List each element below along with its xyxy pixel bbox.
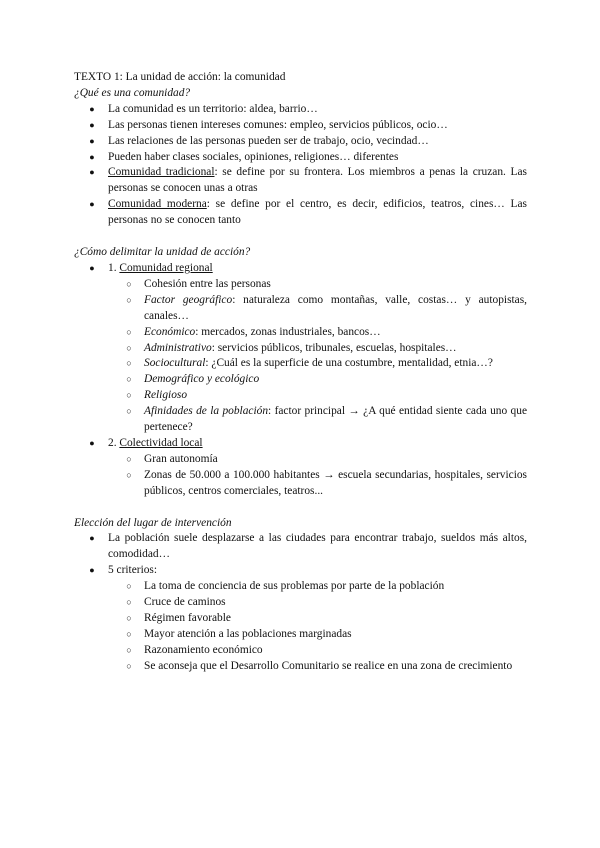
document-page — [74, 70, 527, 675]
bullet-icon: ● — [89, 167, 95, 178]
sub-list-item: ○ Sociocultural: ¿Cuál es la superficie de una costumbre, mentalidad, etnia…? — [74, 356, 527, 372]
circle-bullet-icon: ○ — [126, 644, 132, 655]
list-item-colectividad-local: ● 2. Colectividad local — [74, 436, 527, 452]
sub-list-item: ○ Demográfico y ecológico — [74, 372, 527, 388]
circle-bullet-icon: ○ — [126, 326, 132, 337]
bullet-icon: ● — [89, 199, 95, 210]
document-title: TEXTO 1: La unidad de acción: la comunidad — [74, 71, 286, 83]
sub-list-item: ○ Administrativo: servicios públicos, tribunales, escuelas, hospitales… — [74, 341, 527, 357]
circle-bullet-icon: ○ — [126, 660, 132, 671]
term-comunidad-tradicional: Comunidad tradicional — [108, 166, 215, 179]
section2-list — [74, 261, 527, 500]
circle-bullet-icon: ○ — [126, 613, 132, 623]
section-heading-que-es: ¿Qué es una comunidad? — [74, 86, 191, 99]
section1-list — [74, 102, 527, 229]
circle-bullet-icon: ○ — [126, 342, 132, 353]
bullet-icon: ● — [89, 119, 95, 130]
circle-bullet-icon: ○ — [126, 358, 132, 369]
sub-list-item: ○ Factor geográfico: naturaleza como montañas, valle, costas… y autopistas, canales… — [74, 293, 527, 325]
section-heading-eleccion: Elección del lugar de intervención — [74, 516, 232, 529]
circle-bullet-icon: ○ — [126, 581, 132, 592]
sub-list-item: ○ Afinidades de la población: factor principal → ¿A qué entidad siente cada uno que pertenece? — [74, 404, 527, 436]
list-item: ● Las relaciones de las personas pueden ser de trabajo, ocio, vecindad… — [74, 134, 527, 150]
bullet-icon: ● — [89, 437, 95, 448]
circle-bullet-icon: ○ — [126, 628, 132, 639]
circle-bullet-icon: ○ — [126, 390, 132, 401]
circle-bullet-icon: ○ — [126, 406, 132, 417]
sub-list-item: ○ Religioso — [74, 388, 527, 404]
list-item: ● Comunidad tradicional: se define por su frontera. Los miembros a penas la cruzan. Las personas se conocen unas a otras — [74, 165, 527, 197]
bullet-icon: ● — [89, 103, 95, 114]
list-item: ● 5 criterios: — [74, 563, 527, 579]
sub-list-item: ○ Gran autonomía — [74, 452, 527, 468]
sub-list-item: ○ Mayor atención a las poblaciones marginadas — [74, 627, 527, 643]
sub-list-item: ○ Cohesión entre las personas — [74, 277, 527, 293]
circle-bullet-icon: ○ — [126, 278, 132, 289]
section-heading-como-delimitar: ¿Cómo delimitar la unidad de acción? — [74, 246, 251, 259]
bullet-icon: ● — [89, 262, 95, 273]
list-item-comunidad-regional: ● 1. Comunidad regional — [74, 261, 527, 277]
sub-list-item: ○ Cruce de caminos — [74, 595, 527, 611]
sub-list-item: ○ Régimen favorable — [74, 611, 527, 627]
sub-list-item: ○ Se aconseja que el Desarrollo Comunitario se realice en una zona de crecimiento — [74, 659, 527, 675]
sub-list-item: ○ Razonamiento económico — [74, 643, 527, 659]
sub-list-item: ○ La toma de conciencia de sus problemas por parte de la población — [74, 579, 527, 595]
bullet-icon: ● — [89, 565, 95, 576]
section3-list — [74, 531, 527, 674]
circle-bullet-icon: ○ — [126, 469, 132, 480]
term-comunidad-moderna: Comunidad moderna — [108, 198, 207, 211]
circle-bullet-icon: ○ — [126, 294, 132, 305]
list-item: ● La comunidad es un territorio: aldea, barrio… — [74, 102, 527, 118]
list-item: ● Comunidad moderna: se define por el centro, es decir, edificios, teatros, cines… Las personas no se conocen tanto — [74, 197, 527, 229]
list-item: ● Pueden haber clases sociales, opiniones, religiones… diferentes — [74, 150, 527, 166]
circle-bullet-icon: ○ — [126, 374, 132, 385]
list-item: ● La población suele desplazarse a las ciudades para encontrar trabajo, sueldos más altos, comodidad… — [74, 531, 527, 563]
list-item: ● Las personas tienen intereses comunes: empleo, servicios públicos, ocio… — [74, 118, 527, 134]
circle-bullet-icon: ○ — [126, 453, 132, 464]
sub-list-item: ○ Económico: mercados, zonas industriales, bancos… — [74, 325, 527, 341]
spacer — [74, 500, 527, 516]
spacer — [74, 229, 527, 245]
bullet-icon: ● — [89, 135, 95, 146]
bullet-icon: ● — [89, 151, 95, 162]
circle-bullet-icon: ○ — [126, 597, 132, 608]
sub-list-item: ○ Zonas de 50.000 a 100.000 habitantes → escuela secundarias, hospitales, servicios públicos, centros comerciales, teatros... — [74, 468, 527, 500]
bullet-icon: ● — [89, 533, 95, 544]
